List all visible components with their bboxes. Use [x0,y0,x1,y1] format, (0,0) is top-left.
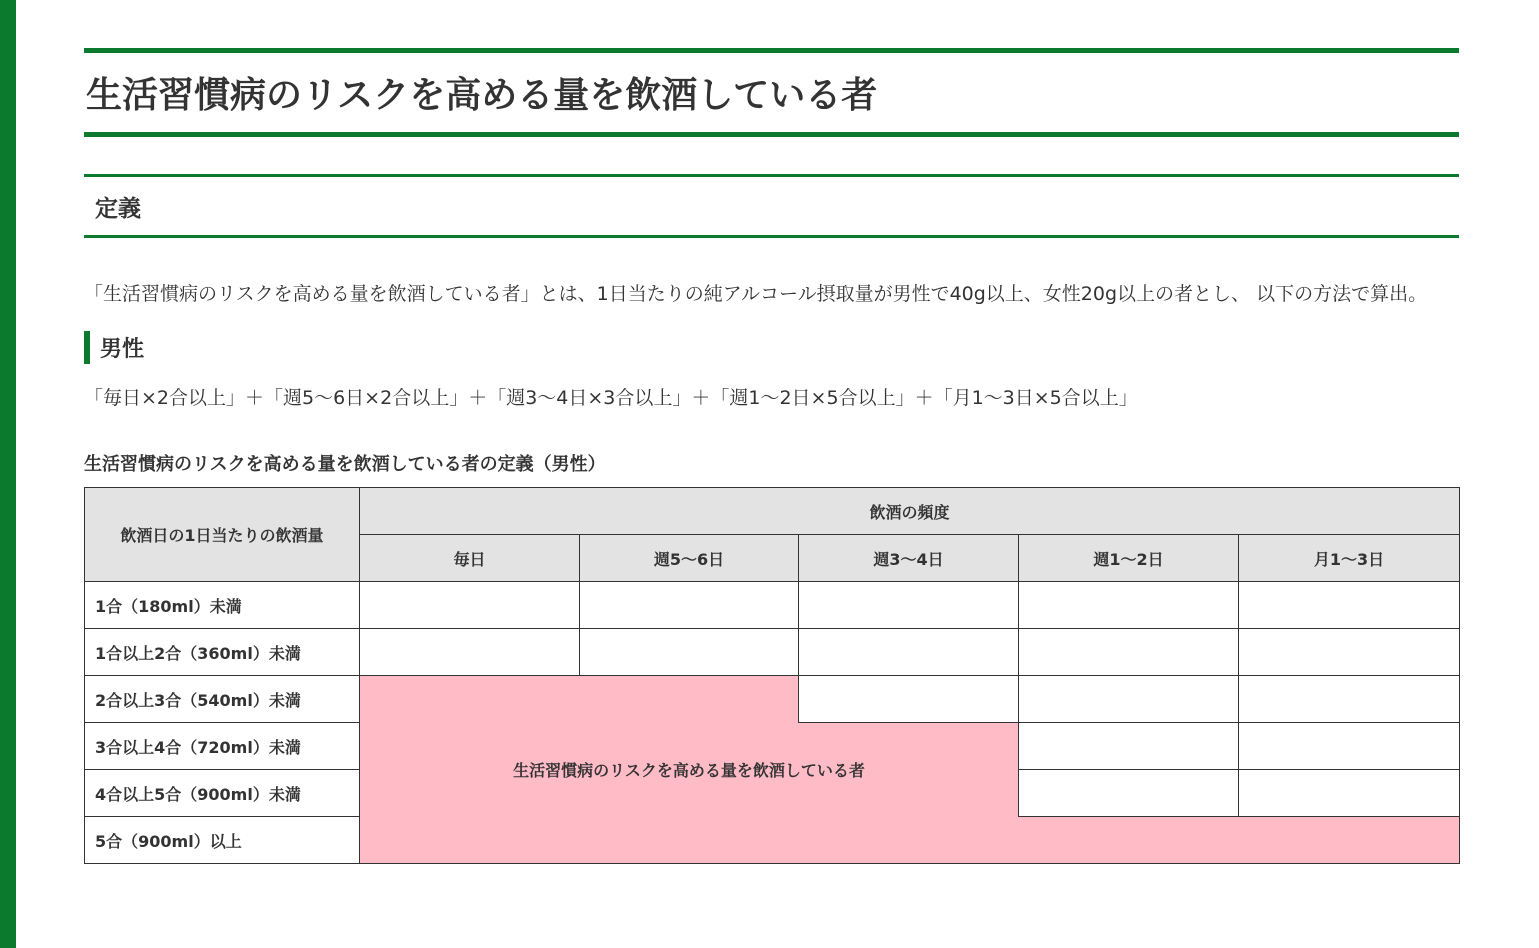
row-label: 1合以上2合（360ml）未満 [85,629,360,676]
table-cell [1019,770,1239,817]
table-row [85,817,1460,864]
column-header: 週1～2日 [1019,535,1239,582]
table-cell [1019,629,1239,676]
table-cell [799,676,1019,723]
table-cell [360,582,580,629]
definition-table [84,487,1460,864]
table-cell [799,629,1019,676]
table-cell [580,629,799,676]
table-cell [1239,770,1460,817]
page-title: 生活習慣病のリスクを高める量を飲酒している者 [84,48,1459,137]
table-cell [360,629,580,676]
male-heading: 男性 [84,331,1459,364]
definition-heading: 定義 [84,174,1459,238]
column-header: 週5～6日 [580,535,799,582]
left-accent-bar [0,0,16,948]
table-cell [1239,629,1460,676]
table-cell [799,582,1019,629]
column-header: 月1～3日 [1239,535,1460,582]
table-row [85,582,1460,629]
main-content [84,48,1459,864]
table-caption: 生活習慣病のリスクを高める量を飲酒している者の定義（男性） [84,454,606,475]
table-cell [1239,582,1460,629]
table-cell [1239,676,1460,723]
risk-region-cell [360,676,580,723]
table-header-row [85,488,1460,535]
row-label: 5合（900ml）以上 [85,817,360,864]
row-label: 4合以上5合（900ml）未満 [85,770,360,817]
amount-header: 飲酒日の1日当たりの飲酒量 [85,488,360,582]
risk-region-cell [360,817,1460,864]
column-header: 毎日 [360,535,580,582]
table-cell [580,582,799,629]
row-label: 3合以上4合（720ml）未満 [85,723,360,770]
table-cell [1019,723,1239,770]
table-cell [1019,582,1239,629]
intro-text: 「生活習慣病のリスクを高める量を飲酒している者」とは、1日当たりの純アルコール摂取量が男性で40g以上、女性20g以上の者とし、 以下の方法で算出。 [84,283,1428,305]
column-header: 週3～4日 [799,535,1019,582]
row-label: 2合以上3合（540ml）未満 [85,676,360,723]
table-cell [1019,676,1239,723]
table-cell [1239,723,1460,770]
frequency-header: 飲酒の頻度 [360,488,1460,535]
table-row [85,629,1460,676]
risk-label: 生活習慣病のリスクを高める量を飲酒している者 [360,723,1019,817]
male-formula: 「毎日×2合以上」＋「週5～6日×2合以上」＋「週3～4日×3合以上」＋「週1～2日×5合以上」＋「月1～3日×5合以上」 [84,387,1138,409]
risk-region-cell [580,676,799,723]
table-row [85,676,1460,723]
table-row [85,723,1460,770]
row-label: 1合（180ml）未満 [85,582,360,629]
